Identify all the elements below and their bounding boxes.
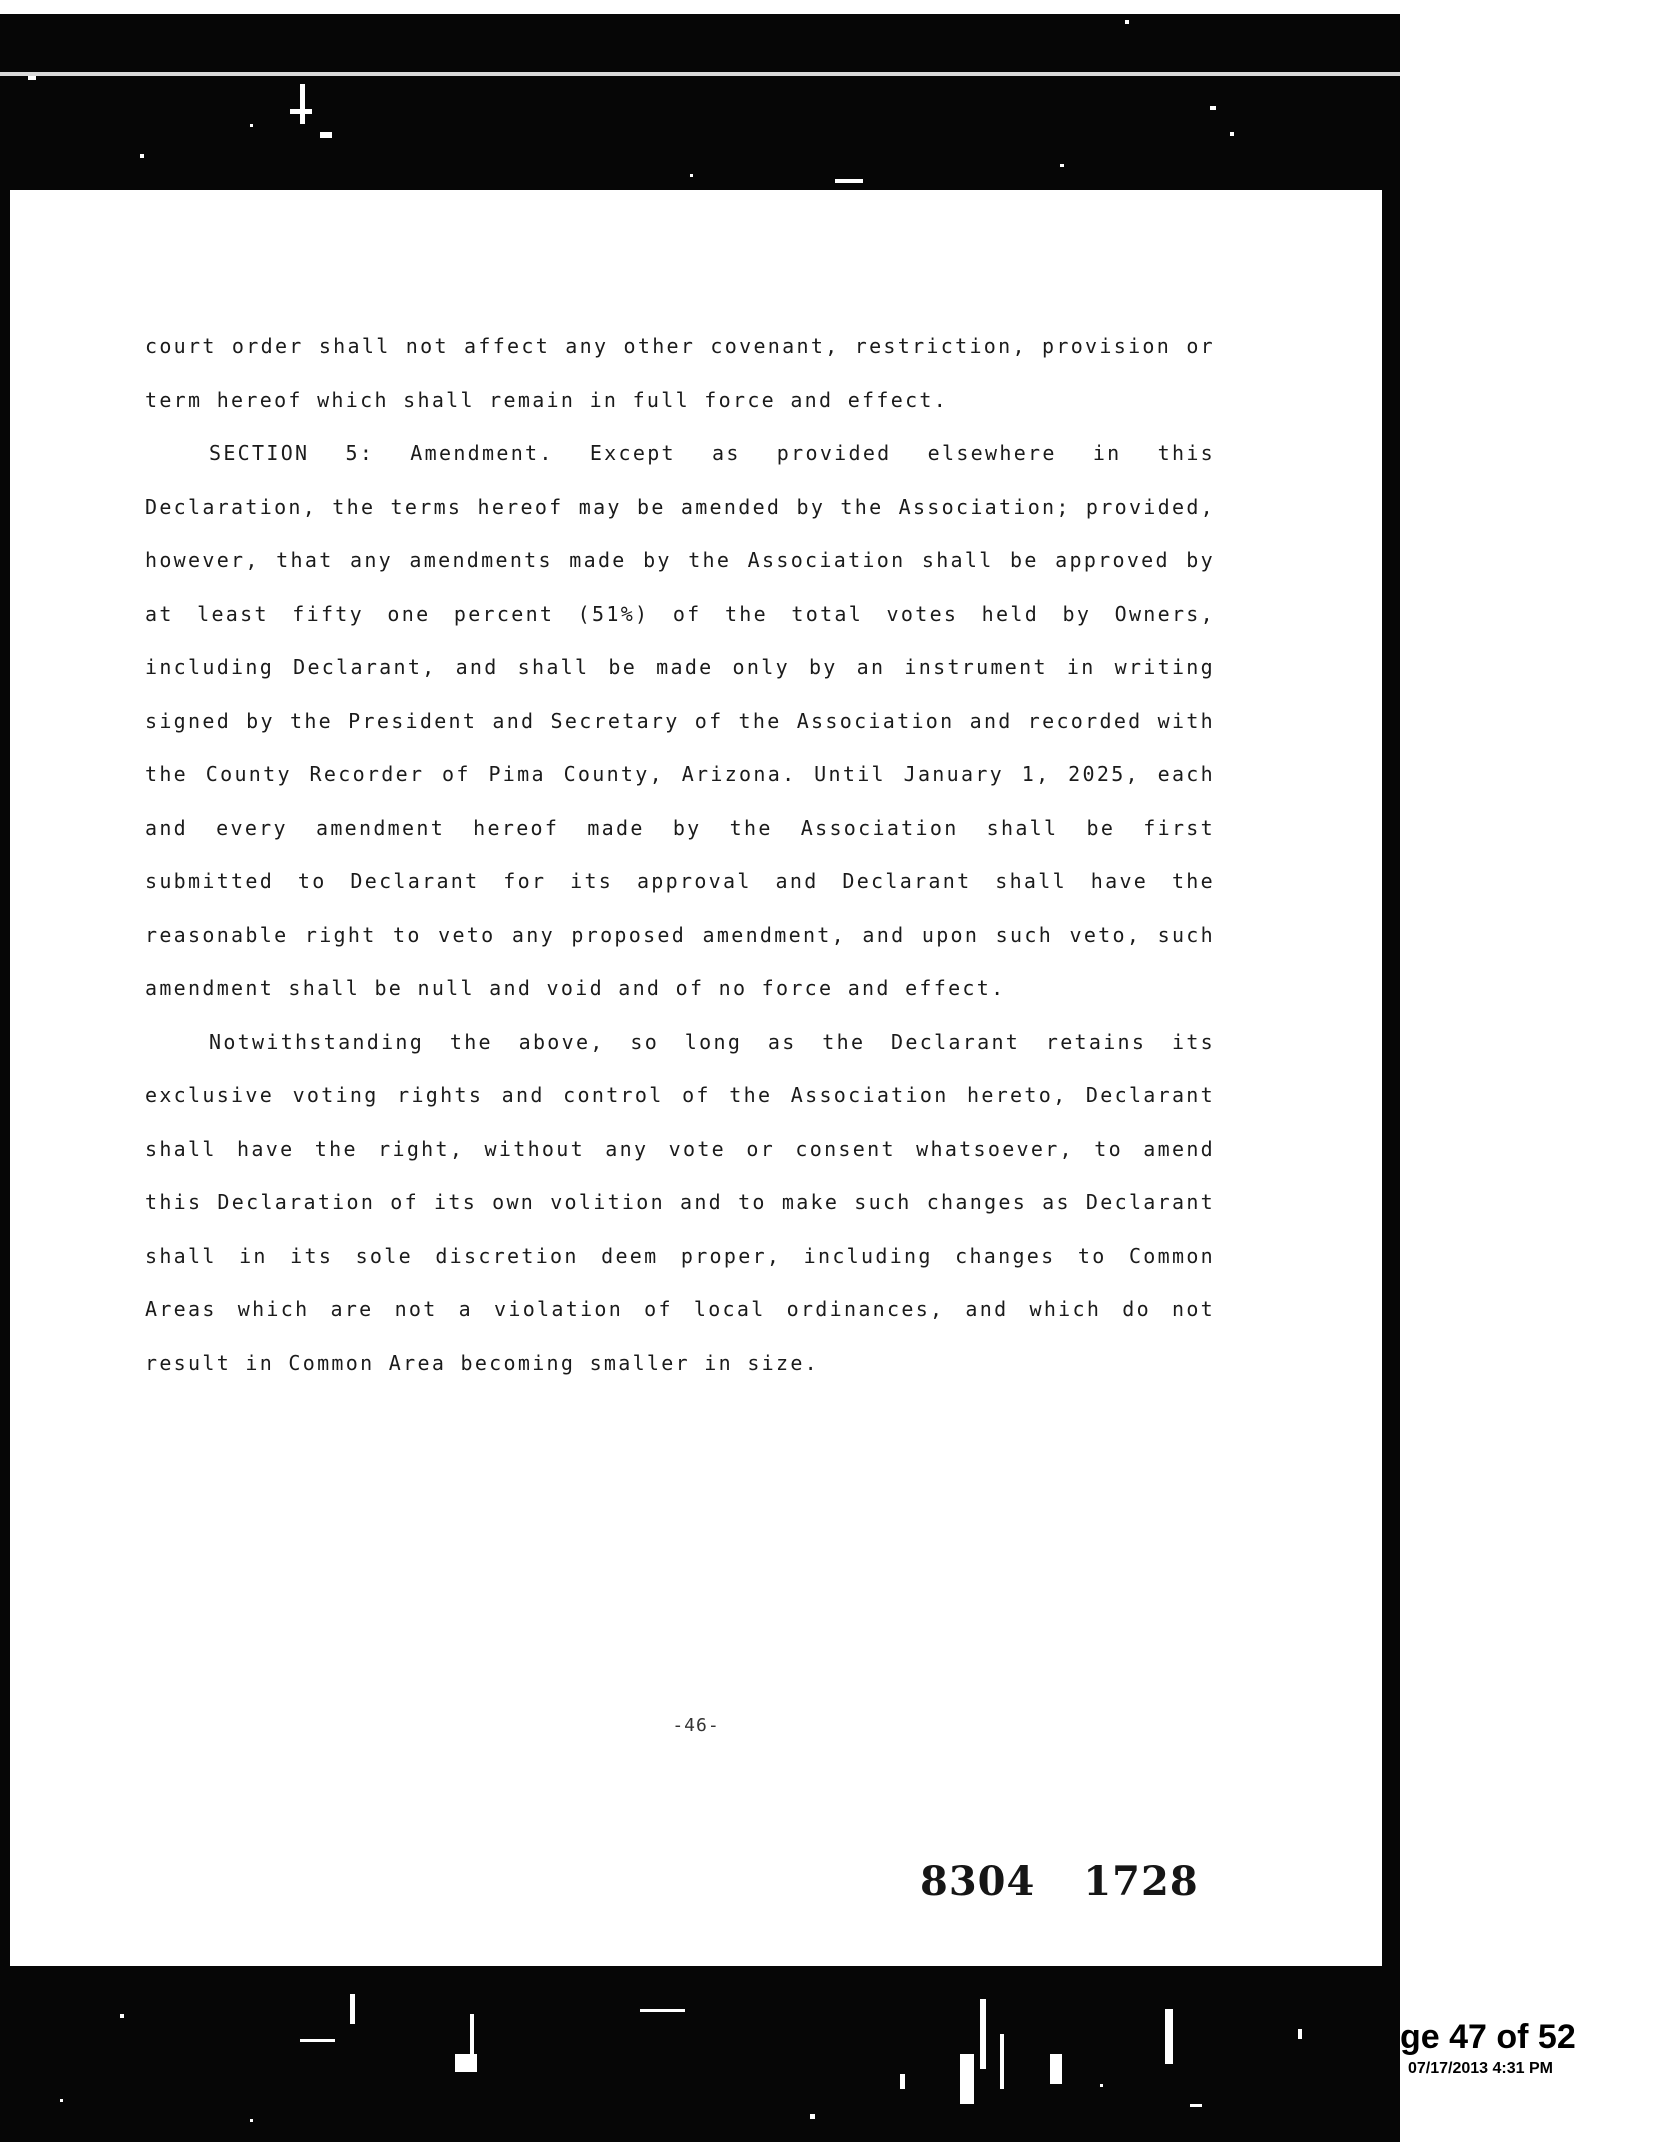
body-paragraph: court order shall not affect any other covenant, restriction, provision or term hereof which shall remain in full force and effect. xyxy=(145,334,1215,412)
document-page xyxy=(10,190,1382,1966)
page-counter: ge 47 of 52 xyxy=(1400,2018,1576,2056)
page-reference-number: 1728 xyxy=(1083,1858,1199,1905)
recording-number-stamp xyxy=(920,1858,1199,1905)
print-timestamp: 07/17/2013 4:31 PM xyxy=(1408,2060,1553,2077)
page-number: -46- xyxy=(672,1715,720,1736)
docket-number: 8304 xyxy=(920,1858,1036,1905)
body-paragraph: Notwithstanding the above, so long as the Declarant retains its exclusive voting rights and control of the Association hereto, Declarant shall have the right, without any vote or consent whatsoever, to amend this Declaration of its own volition and to make such changes as Declarant shall in its sole discretion deem proper, including changes to Common Areas which are not a violation of local ordinances, and which do not result in Common Area becoming smaller in size. xyxy=(145,1029,1215,1375)
document-body xyxy=(145,320,1215,1390)
body-paragraph: SECTION 5: Amendment. Except as provided elsewhere in this Declaration, the terms hereof may be amended by the Association; provided, however, that any amendments made by the Association shall be approved by at least fifty one percent (51%) of the total votes held by Owners, including Declarant, and shall be made only by an instrument in writing signed by the President and Secretary of the Association and recorded with the County Recorder of Pima County, Arizona. Until January 1, 2025, each and every amendment hereof made by the Association shall be first submitted to Declarant for its approval and Declarant shall have the reasonable right to veto any proposed amendment, and upon such veto, such amendment shall be null and void and of no force and effect. xyxy=(145,441,1215,1000)
